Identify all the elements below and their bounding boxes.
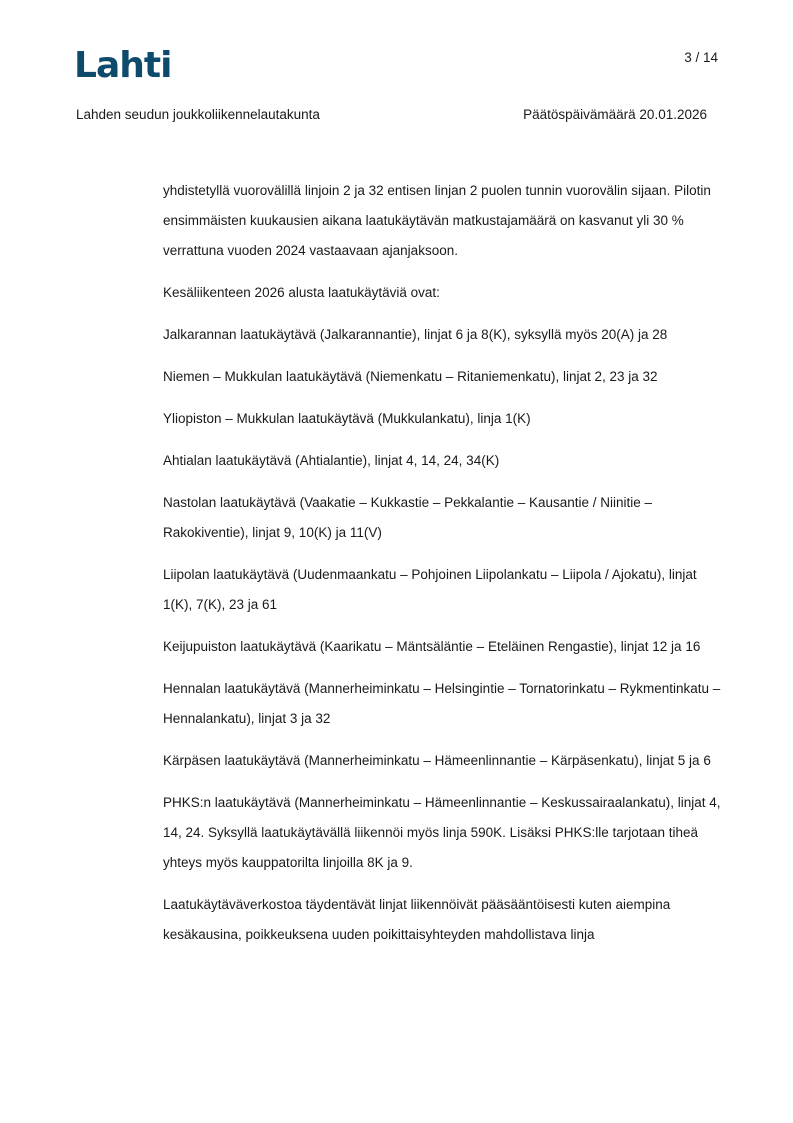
paragraph-nastola: Nastolan laatukäytävä (Vaakatie – Kukkastie – Pekkalantie – Kausantie / Niinitie – Rakokiventie), linjat 9, 10(K) ja 11(V) xyxy=(163,495,653,540)
paragraph-niemi-mukkula: Niemen – Mukkulan laatukäytävä (Niemenkatu – Ritaniemenkatu), linjat 2, 23 ja 32 xyxy=(163,369,658,384)
page-number: 3 / 14 xyxy=(684,50,718,65)
paragraph-supplementary-lines: Laatukäytäväverkostoa täydentävät linjat liikennöivät pääsääntöisesti kuten aiempina kesäkausina, poikkeuksena uuden poikittaisyhteyden mahdollistava linja xyxy=(163,897,671,942)
decision-date: Päätöspäivämäärä 20.01.2026 xyxy=(523,107,707,122)
paragraph-yliopisto-mukkula: Yliopiston – Mukkulan laatukäytävä (Mukkulankatu), linja 1(K) xyxy=(163,411,531,426)
paragraph-keijupuisto: Keijupuiston laatukäytävä (Kaarikatu – Mäntsäläntie – Eteläinen Rengastie), linjat 12 ja 16 xyxy=(163,639,701,654)
paragraph-list-heading: Kesäliikenteen 2026 alusta laatukäytäviä ovat: xyxy=(163,285,440,300)
paragraph-phks: PHKS:n laatukäytävä (Mannerheiminkatu – Hämeenlinnantie – Keskussairaalankatu), linjat 4, 14, 24. Syksyllä laatukäytävällä liikennöi myös linja 590K. Lisäksi PHKS:lle tarjotaan tiheä yhteys myös kauppatorilta linjoilla 8K ja 9. xyxy=(163,795,721,870)
paragraph-karpanen: Kärpäsen laatukäytävä (Mannerheiminkatu – Hämeenlinnantie – Kärpäsenkatu), linjat 5 ja 6 xyxy=(163,753,711,768)
paragraph-intro: yhdistetyllä vuorovälillä linjoin 2 ja 32 entisen linjan 2 puolen tunnin vuorovälin sijaan. Pilotin ensimmäisten kuukausien aikana laatukäytävän matkustajamäärä on kasvanut yli 30 % verrattuna vuoden 2024 vastaavaan ajanjaksoon. xyxy=(163,183,711,258)
paragraph-jalkaranta: Jalkarannan laatukäytävä (Jalkarannantie), linjat 6 ja 8(K), syksyllä myös 20(A) ja 28 xyxy=(163,327,668,342)
document-body xyxy=(163,176,723,950)
organization-name: Lahden seudun joukkoliikennelautakunta xyxy=(76,107,320,122)
paragraph-ahtiala: Ahtialan laatukäytävä (Ahtialantie), linjat 4, 14, 24, 34(K) xyxy=(163,453,500,468)
lahti-logo: Lahti xyxy=(74,45,172,86)
paragraph-hennala: Hennalan laatukäytävä (Mannerheiminkatu – Helsingintie – Tornatorinkatu – Rykmentinkatu – Hennalankatu), linjat 3 ja 32 xyxy=(163,681,721,726)
paragraph-liipola: Liipolan laatukäytävä (Uudenmaankatu – Pohjoinen Liipolankatu – Liipola / Ajokatu), linjat 1(K), 7(K), 23 ja 61 xyxy=(163,567,697,612)
